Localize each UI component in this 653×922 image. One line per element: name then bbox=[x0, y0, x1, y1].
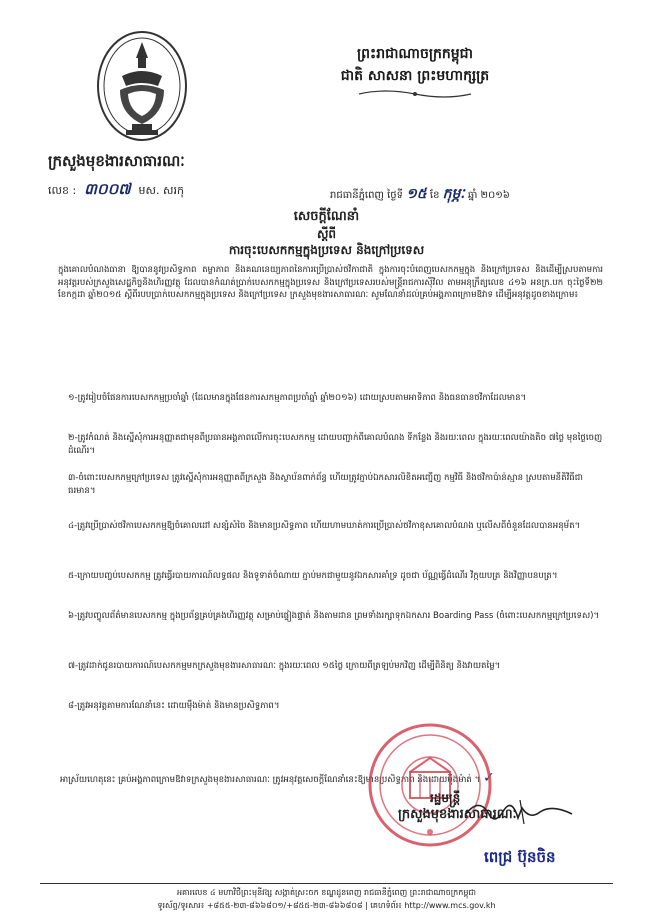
reference-label: លេខ : bbox=[48, 184, 77, 197]
list-item: ៥-ក្រោយបញ្ចប់បេសកកម្ម ត្រូវធ្វើរបាយការណ៍លទ្ធផល និងទូទាត់ចំណាយ ភ្ជាប់មកជាមួយនូវឯកសារគាំទ្រ ដូចជា ប័ណ្ណធ្វើដំណើរ វិក្កយបត្រ និងវិញ្ញាបនបត្រ។ bbox=[68, 571, 558, 581]
reference-number bbox=[48, 180, 184, 202]
signatory-name: ពេជ្រ ប៊ុនចិន bbox=[484, 848, 556, 866]
motto: ជាតិ សាសនា ព្រះមហាក្សត្រ bbox=[340, 68, 490, 84]
kingdom-title: ព្រះរាជាណាចក្រកម្ពុជា bbox=[356, 46, 473, 62]
reference-suffix: មស. សរកុ bbox=[138, 184, 184, 197]
footer-divider bbox=[40, 883, 613, 884]
document-subject: ការចុះបេសកកម្មក្នុងប្រទេស និងក្រៅប្រទេស bbox=[228, 243, 425, 257]
list-item: ៨-ត្រូវអនុវត្តតាមការណែនាំនេះ ដោយម៉ឺងម៉ាត់ និងមានប្រសិទ្ធភាព។ bbox=[68, 701, 280, 711]
list-item: ៦-ត្រូវបញ្ចូលព័ត៌មានបេសកកម្ម ក្នុងប្រព័ន្ធគ្រប់គ្រងហិរញ្ញវត្ថុ សម្រាប់ផ្ទៀងផ្ទាត់ និងតាមដាន ព្រមទាំងរក្សាទុកឯកសារ Boarding Pass (ចំពោះបេសកកម្មក្រៅប្រទេស)។ bbox=[68, 611, 600, 621]
document-type: សេចក្តីណែនាំ bbox=[293, 209, 360, 224]
subject-label: ស្តីពី bbox=[316, 227, 337, 241]
date-month: កុម្ភៈ bbox=[442, 186, 465, 202]
reference-value: ៣០០៧ bbox=[84, 180, 131, 198]
date-year: ឆ្នាំ ២០១៦ bbox=[467, 190, 510, 201]
list-item: ២-ត្រូវកំណត់ និងស្នើសុំការអនុញ្ញាតជាមុនពីប្រធានអង្គភាពលើការចុះបេសកកម្ម ដោយបញ្ជាក់ពីគោលបំណង ទីកន្លែង និងរយៈពេល ក្នុងរយៈពេលយ៉ាងតិច ៧ថ្ងៃ មុនថ្ងៃចេញដំណើរ។ bbox=[68, 433, 603, 456]
list-item: ៤-ត្រូវប្រើប្រាស់ថវិកាបេសកកម្មឱ្យចំគោលដៅ សន្សំសំចៃ និងមានប្រសិទ្ធភាព ហើយហាមឃាត់ការប្រើប្រាស់ថវិកាខុសគោលបំណង ឬលើសពីចំនួនដែលបានអនុម័ត។ bbox=[68, 521, 581, 531]
footer-contact: ទូរស័ព្ទ/ទូរសារ៖ +៨៥៥-២៣-៨៦៦៨០១/+៨៥៥-២៣-៨៦៦៨០៨ | គេហទំព័រ៖ http://www.mcs.gov.kh bbox=[157, 901, 496, 910]
official-seal-icon bbox=[365, 720, 495, 850]
footer-address: អគារលេខ ៤ មហាវិថីព្រះមុនីវង្ស សង្កាត់ស្រះចក ខណ្ឌដូនពេញ រាជធានីភ្នំពេញ ព្រះរាជាណាចក្រកម្ពុជា bbox=[176, 888, 477, 897]
date-day: ១៥ bbox=[406, 186, 427, 202]
list-item: ៣-ចំពោះបេសកកម្មក្រៅប្រទេស ត្រូវស្នើសុំការអនុញ្ញាតពីក្រសួង និងស្ថាប័នពាក់ព័ន្ធ ហើយត្រូវភ្ជាប់ឯកសារលិខិតអញ្ជើញ កម្មវិធី និងថវិកាប៉ាន់ស្មាន ស្របតាមនីតិវិធីជាធរមាន។ bbox=[68, 473, 583, 496]
list-item: ១-ត្រូវរៀបចំផែនការបេសកកម្មប្រចាំឆ្នាំ (ដែលមានក្នុងផែនការសកម្មភាពប្រចាំឆ្នាំ ឆ្នាំ២០១៦) ដោយស្របតាមអាទិភាព និងធនធានថវិកាដែលមាន។ bbox=[68, 393, 527, 403]
checkmark-icon: ✓ bbox=[482, 770, 495, 786]
signatory-ministry: ក្រសួងមុខងារសាធារណៈ bbox=[398, 807, 517, 822]
closing-text: អាស្រ័យហេតុនេះ គ្រប់អង្គភាពក្រោមឱវាទក្រសួងមុខងារសាធារណៈ ត្រូវអនុវត្តសេចក្តីណែនាំនេះឱ្យមានប្រសិទ្ធភាព និងដោយម៉ឺងម៉ាត់ ។ bbox=[60, 775, 481, 785]
signatory-title: រដ្ឋមន្ត្រី bbox=[430, 791, 461, 805]
ministry-name: ក្រសួងមុខងារសាធារណៈ bbox=[48, 152, 185, 170]
intro-paragraph: ក្នុងគោលបំណងធានា ឱ្យបាននូវប្រសិទ្ធភាព តម្លាភាព និងគណនេយ្យភាពនៃការប្រើប្រាស់ថវិកាជាតិ ក្នុងការចុះបំពេញបេសកកម្មក្នុង និងក្រៅប្រទេស និងដើម្បីស្របតាមការអនុវត្តរបស់ក្រសួងសេដ្ឋកិច្ចនិងហិរញ្ញវត្ថុ ដែលបានកំណត់ប្រាក់បេសកកម្មក្នុងប្រទេស និងក្រៅប្រទេសរបស់មន្ត្រីរាជការស៊ីវិល តាមអនុក្រឹត្យលេខ ៤១៦ អនក្រ.បក ចុះថ្ងៃទី២២ ខែកក្កដា ឆ្នាំ២០១៥ ស្តីពីរបបប្រាក់បេសកកម្មក្នុងប្រទេស និងក្រៅប្រទេស ក្រសួងមុខងារសាធារណៈ សូមណែនាំដល់គ្រប់អង្គភាពក្រោមឱវាទ ដើម្បីអនុវត្តដូចខាងក្រោម៖ bbox=[58, 265, 603, 300]
date-prefix: រាជធានីភ្នំពេញ ថ្ងៃទី bbox=[330, 190, 404, 201]
ornament-divider-icon bbox=[355, 88, 475, 100]
closing-paragraph bbox=[60, 770, 600, 787]
royal-emblem-icon bbox=[92, 28, 192, 148]
date-month-label: ខែ bbox=[429, 190, 440, 201]
list-item: ៧-ត្រូវដាក់ជូនរបាយការណ៍បេសកកម្មមកក្រសួងមុខងារសាធារណៈ ក្នុងរយៈពេល ១៥ថ្ងៃ ក្រោយពីត្រឡប់មកវិញ ដើម្បីពិនិត្យ និងវាយតម្លៃ។ bbox=[68, 661, 501, 671]
handwritten-signature-icon bbox=[460, 790, 580, 830]
date-line bbox=[330, 184, 510, 205]
